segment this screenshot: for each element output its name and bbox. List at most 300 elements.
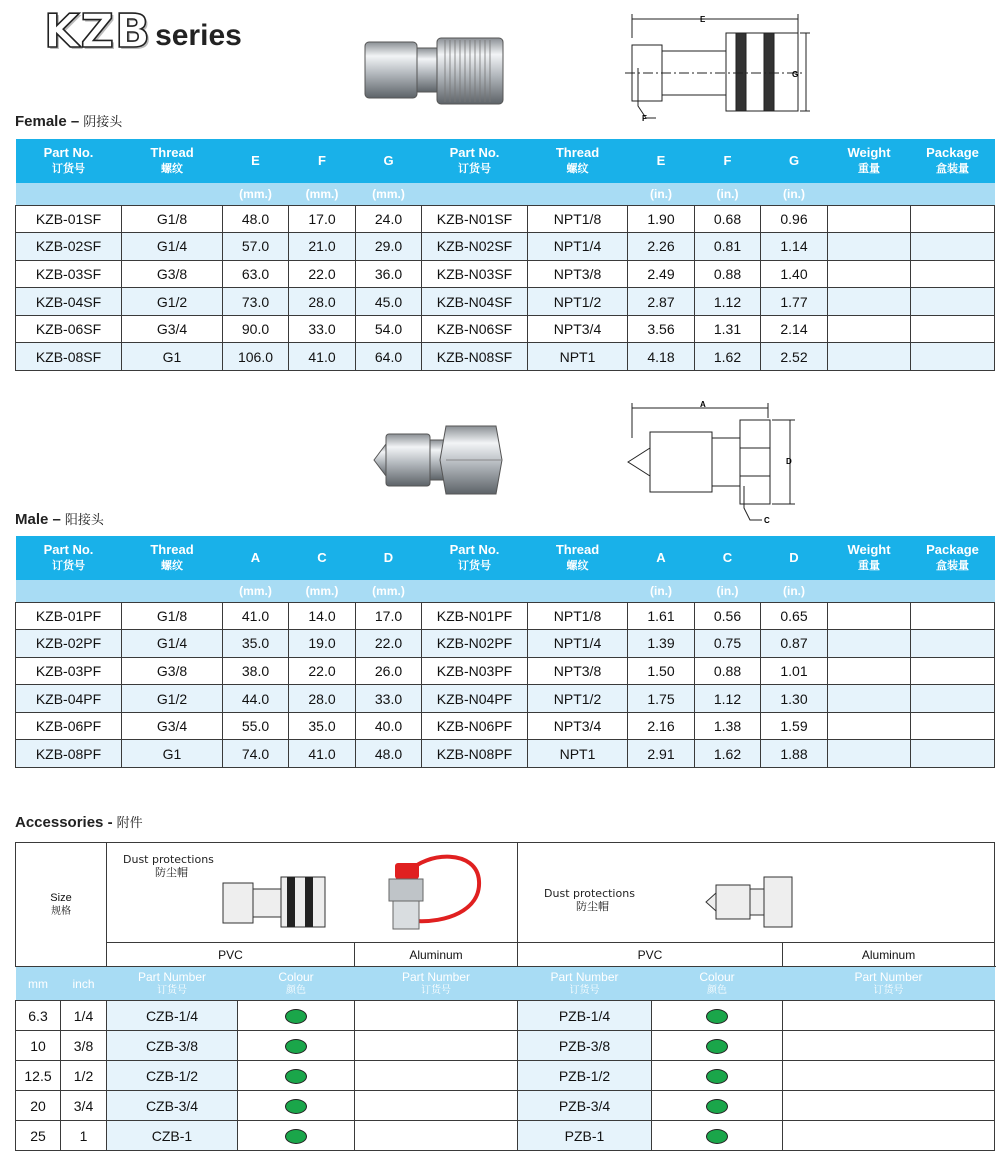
- header-label-cn: 螺纹: [161, 162, 183, 175]
- green-colour-swatch-icon: [706, 1039, 728, 1054]
- female-unit-cell: [828, 183, 911, 205]
- table-cell: [783, 1001, 995, 1031]
- male-unit-cell: [828, 580, 911, 602]
- table-cell: NPT3/4: [528, 315, 628, 343]
- red-cap-pvc-image: [367, 851, 487, 939]
- header-label: Weight: [847, 542, 891, 557]
- green-colour-swatch-icon: [285, 1009, 307, 1024]
- header-label-cn: 螺纹: [161, 559, 183, 572]
- table-row: [16, 685, 995, 713]
- table-cell: CZB-1/4: [107, 1001, 238, 1031]
- table-cell: PZB-1: [518, 1121, 652, 1151]
- table-cell: KZB-03SF: [16, 260, 122, 288]
- table-cell: 29.0: [356, 233, 422, 261]
- table-cell: 28.0: [289, 685, 356, 713]
- male-unit-cell: [122, 580, 223, 602]
- header-label: F: [723, 153, 732, 168]
- table-cell: 1/2: [61, 1061, 107, 1091]
- header-label: C: [317, 550, 327, 565]
- table-row: [16, 657, 995, 685]
- male-dimension-diagram: [620, 398, 805, 528]
- accessories-table: [15, 842, 995, 1151]
- green-colour-swatch-icon: [706, 1069, 728, 1084]
- header-label: inch: [72, 976, 95, 991]
- table-cell: 22.0: [289, 657, 356, 685]
- table-cell: G1/2: [122, 288, 223, 316]
- table-cell: 6.3: [16, 1001, 61, 1031]
- table-cell: [783, 1061, 995, 1091]
- female-unit-cell: (mm.): [223, 183, 289, 205]
- table-cell: 2.52: [761, 343, 828, 371]
- male-header-cell: [528, 536, 628, 580]
- right-dust-protection-title: Dust protections 防尘帽: [544, 887, 635, 913]
- header-label: A: [250, 550, 261, 565]
- table-cell: 45.0: [356, 288, 422, 316]
- table-row: [16, 343, 995, 371]
- female-coupler-pvc-image: [219, 873, 331, 931]
- table-cell: [355, 1091, 518, 1121]
- header-label-cn: 重量: [858, 162, 880, 175]
- header-label-cn: 订货号: [458, 162, 491, 175]
- accessories-header-cell: [518, 967, 652, 1001]
- material-aluminum-right: Aluminum: [783, 943, 995, 967]
- material-pvc-right: PVC: [518, 943, 783, 967]
- table-cell: [828, 657, 911, 685]
- table-cell: 1.31: [695, 315, 761, 343]
- female-unit-cell: [911, 183, 995, 205]
- table-cell: 22.0: [356, 630, 422, 658]
- table-cell: [911, 343, 995, 371]
- table-cell: [911, 602, 995, 630]
- size-label-cn: 规格: [51, 905, 71, 917]
- table-cell: 35.0: [289, 712, 356, 740]
- table-cell: [828, 343, 911, 371]
- header-label: E: [251, 153, 260, 168]
- table-cell: G1/8: [122, 602, 223, 630]
- header-label: Colour: [278, 969, 314, 984]
- table-cell: 0.75: [695, 630, 761, 658]
- material-pvc-left: PVC: [107, 943, 355, 967]
- table-cell: [911, 657, 995, 685]
- accessories-header-cell: [61, 967, 107, 1001]
- table-cell: KZB-08SF: [16, 343, 122, 371]
- green-colour-swatch-icon: [706, 1009, 728, 1024]
- header-label: F: [318, 153, 326, 168]
- header-label-cn: 订货号: [157, 984, 187, 996]
- table-cell: 1.90: [628, 205, 695, 233]
- header-label-cn: 重量: [858, 559, 880, 572]
- table-cell: NPT1/8: [528, 205, 628, 233]
- table-cell: CZB-1/2: [107, 1061, 238, 1091]
- header-label: Part No.: [449, 145, 500, 160]
- colour-cell: [652, 1001, 783, 1031]
- left-dust-protection-cell: [107, 843, 518, 943]
- table-cell: [911, 685, 995, 713]
- table-cell: KZB-N04PF: [422, 685, 528, 713]
- table-cell: KZB-N08PF: [422, 740, 528, 768]
- header-label: Colour: [699, 969, 735, 984]
- table-cell: 2.91: [628, 740, 695, 768]
- header-label-cn: 盒装量: [936, 559, 969, 572]
- table-row: [16, 205, 995, 233]
- table-cell: [783, 1121, 995, 1151]
- table-cell: PZB-1/2: [518, 1061, 652, 1091]
- male-header-cell: [695, 536, 761, 580]
- table-cell: PZB-3/8: [518, 1031, 652, 1061]
- table-cell: KZB-02PF: [16, 630, 122, 658]
- female-header-cell: [223, 139, 289, 183]
- table-cell: 1.12: [695, 685, 761, 713]
- dim-label-g: G: [792, 70, 799, 79]
- male-header-cell: [828, 536, 911, 580]
- table-cell: 2.49: [628, 260, 695, 288]
- accessories-header-cell: [652, 967, 783, 1001]
- size-label: Size: [50, 891, 72, 904]
- male-unit-cell: [16, 580, 122, 602]
- table-row: [16, 740, 995, 768]
- table-row: [16, 602, 995, 630]
- header-label: Package: [926, 542, 979, 557]
- table-cell: 1.38: [695, 712, 761, 740]
- table-cell: [911, 205, 995, 233]
- colour-cell: [652, 1061, 783, 1091]
- male-header-cell: [356, 536, 422, 580]
- male-header-cell: [761, 536, 828, 580]
- male-unit-cell: (mm.): [223, 580, 289, 602]
- female-header-cell: [761, 139, 828, 183]
- table-cell: 0.88: [695, 657, 761, 685]
- male-unit-cell: (in.): [695, 580, 761, 602]
- male-header-cell: [16, 536, 122, 580]
- female-header-cell: [16, 139, 122, 183]
- header-label: Part Number: [854, 969, 923, 984]
- table-cell: KZB-01PF: [16, 602, 122, 630]
- header-label: Part No.: [43, 542, 94, 557]
- table-cell: 64.0: [356, 343, 422, 371]
- table-cell: G3/8: [122, 260, 223, 288]
- header-label-cn: 订货号: [569, 984, 600, 996]
- table-cell: NPT1/8: [528, 602, 628, 630]
- table-cell: 1: [61, 1121, 107, 1151]
- table-cell: KZB-01SF: [16, 205, 122, 233]
- female-spec-table: [15, 139, 995, 371]
- male-spec-table: [15, 536, 995, 768]
- header-label-cn: 订货号: [52, 162, 85, 175]
- male-header-cell: [628, 536, 695, 580]
- female-header-cell: [695, 139, 761, 183]
- table-cell: 2.14: [761, 315, 828, 343]
- table-cell: KZB-N01SF: [422, 205, 528, 233]
- header-label-cn: 螺纹: [566, 162, 589, 175]
- female-label-cn: 阴接头: [83, 115, 123, 130]
- table-cell: G1: [122, 343, 223, 371]
- header-label-cn: 螺纹: [566, 559, 589, 572]
- table-cell: G1/4: [122, 630, 223, 658]
- table-cell: 0.96: [761, 205, 828, 233]
- header-label: mm: [28, 976, 48, 991]
- table-cell: [828, 685, 911, 713]
- header-label: Thread: [555, 145, 600, 160]
- table-cell: 17.0: [289, 205, 356, 233]
- female-header-cell: [911, 139, 995, 183]
- table-cell: 33.0: [289, 315, 356, 343]
- table-cell: [828, 712, 911, 740]
- table-cell: [828, 260, 911, 288]
- colour-cell: [652, 1031, 783, 1061]
- header-label: D: [789, 550, 799, 565]
- table-cell: [355, 1121, 518, 1151]
- table-cell: [783, 1091, 995, 1121]
- female-header-cell: [628, 139, 695, 183]
- table-cell: 44.0: [223, 685, 289, 713]
- table-row: [16, 233, 995, 261]
- table-cell: 14.0: [289, 602, 356, 630]
- table-cell: 1.50: [628, 657, 695, 685]
- table-cell: KZB-N06SF: [422, 315, 528, 343]
- table-cell: 17.0: [356, 602, 422, 630]
- table-cell: KZB-04SF: [16, 288, 122, 316]
- female-header-cell: [289, 139, 356, 183]
- header-label: Weight: [847, 145, 891, 160]
- table-cell: 1/4: [61, 1001, 107, 1031]
- table-cell: PZB-1/4: [518, 1001, 652, 1031]
- female-unit-cell: (in.): [628, 183, 695, 205]
- header-label: C: [722, 550, 733, 565]
- female-unit-cell: (mm.): [289, 183, 356, 205]
- table-cell: 41.0: [223, 602, 289, 630]
- table-cell: G3/4: [122, 712, 223, 740]
- table-cell: 106.0: [223, 343, 289, 371]
- table-cell: [911, 740, 995, 768]
- table-cell: [355, 1031, 518, 1061]
- header-label: D: [383, 550, 394, 565]
- table-cell: NPT1/2: [528, 288, 628, 316]
- table-cell: 3.56: [628, 315, 695, 343]
- table-cell: 1.61: [628, 602, 695, 630]
- table-cell: 4.18: [628, 343, 695, 371]
- colour-cell: [238, 1091, 355, 1121]
- table-cell: KZB-N03SF: [422, 260, 528, 288]
- table-cell: KZB-N02PF: [422, 630, 528, 658]
- right-dust-protection-cell: [518, 843, 995, 943]
- green-colour-swatch-icon: [285, 1039, 307, 1054]
- table-cell: 28.0: [289, 288, 356, 316]
- table-cell: 35.0: [223, 630, 289, 658]
- table-cell: [911, 315, 995, 343]
- table-cell: NPT1: [528, 740, 628, 768]
- table-cell: [355, 1061, 518, 1091]
- female-section-label: [15, 111, 122, 130]
- table-cell: 55.0: [223, 712, 289, 740]
- female-unit-cell: [528, 183, 628, 205]
- table-cell: KZB-N08SF: [422, 343, 528, 371]
- table-cell: 1.59: [761, 712, 828, 740]
- table-cell: [911, 233, 995, 261]
- table-cell: G1: [122, 740, 223, 768]
- table-cell: 3/8: [61, 1031, 107, 1061]
- table-cell: 26.0: [356, 657, 422, 685]
- table-cell: 2.26: [628, 233, 695, 261]
- table-cell: KZB-N02SF: [422, 233, 528, 261]
- table-cell: 22.0: [289, 260, 356, 288]
- table-cell: KZB-N06PF: [422, 712, 528, 740]
- female-coupler-photo: [360, 30, 510, 110]
- table-row: [16, 1001, 995, 1031]
- table-cell: NPT1/4: [528, 233, 628, 261]
- green-colour-swatch-icon: [706, 1129, 728, 1144]
- table-cell: 19.0: [289, 630, 356, 658]
- table-cell: KZB-04PF: [16, 685, 122, 713]
- accessories-section-label: [15, 812, 143, 831]
- table-cell: [828, 205, 911, 233]
- accessories-header-cell: [355, 967, 518, 1001]
- header-label: Part Number: [137, 969, 207, 984]
- header-label-cn: 颜色: [286, 984, 306, 996]
- table-row: [16, 288, 995, 316]
- table-cell: [828, 740, 911, 768]
- page-title: [44, 4, 242, 58]
- table-cell: 36.0: [356, 260, 422, 288]
- male-coupler-pvc-image: [702, 873, 798, 931]
- header-label: Part No.: [449, 542, 500, 557]
- header-label: A: [656, 550, 666, 565]
- male-unit-cell: (in.): [628, 580, 695, 602]
- colour-cell: [238, 1031, 355, 1061]
- table-cell: 3/4: [61, 1091, 107, 1121]
- table-cell: 48.0: [356, 740, 422, 768]
- header-label-cn: 订货号: [873, 984, 904, 996]
- table-cell: [911, 712, 995, 740]
- header-label: Thread: [555, 542, 600, 557]
- accessories-header-cell: [783, 967, 995, 1001]
- male-unit-cell: (mm.): [289, 580, 356, 602]
- table-cell: 1.01: [761, 657, 828, 685]
- dim-label-a: A: [700, 400, 706, 409]
- female-unit-cell: [16, 183, 122, 205]
- table-cell: 1.62: [695, 343, 761, 371]
- header-label: Part Number: [550, 969, 619, 984]
- female-header-cell: [828, 139, 911, 183]
- header-label-cn: 订货号: [458, 559, 491, 572]
- female-unit-cell: (in.): [695, 183, 761, 205]
- table-cell: 57.0: [223, 233, 289, 261]
- colour-cell: [238, 1001, 355, 1031]
- header-label: Thread: [150, 145, 194, 160]
- material-aluminum-left: Aluminum: [355, 943, 518, 967]
- female-label-en: Female –: [15, 113, 80, 130]
- table-cell: 10: [16, 1031, 61, 1061]
- male-header-cell: [289, 536, 356, 580]
- accessories-label-cn: 附件: [116, 816, 143, 831]
- male-coupler-photo: [368, 420, 508, 500]
- female-header-cell: [122, 139, 223, 183]
- table-cell: 0.68: [695, 205, 761, 233]
- female-header-cell: [528, 139, 628, 183]
- table-row: [16, 712, 995, 740]
- table-cell: 0.88: [695, 260, 761, 288]
- male-header-cell: [422, 536, 528, 580]
- table-cell: NPT3/8: [528, 657, 628, 685]
- male-header-cell: [911, 536, 995, 580]
- table-cell: [828, 602, 911, 630]
- table-cell: NPT1/2: [528, 685, 628, 713]
- male-label-cn: 阳接头: [64, 513, 104, 528]
- table-cell: 20: [16, 1091, 61, 1121]
- table-row: [16, 1121, 995, 1151]
- table-cell: KZB-N04SF: [422, 288, 528, 316]
- male-header-cell: [122, 536, 223, 580]
- table-cell: [911, 630, 995, 658]
- header-label: Thread: [150, 542, 194, 557]
- table-row: [16, 260, 995, 288]
- table-cell: [828, 233, 911, 261]
- table-cell: [828, 630, 911, 658]
- header-label: Package: [926, 145, 979, 160]
- table-cell: 54.0: [356, 315, 422, 343]
- table-cell: 40.0: [356, 712, 422, 740]
- female-unit-cell: (mm.): [356, 183, 422, 205]
- table-cell: NPT1: [528, 343, 628, 371]
- male-section-label: [15, 509, 104, 528]
- table-cell: 0.56: [695, 602, 761, 630]
- table-cell: NPT3/8: [528, 260, 628, 288]
- table-cell: PZB-3/4: [518, 1091, 652, 1121]
- table-cell: G1/8: [122, 205, 223, 233]
- dim-label-f: F: [642, 114, 647, 123]
- green-colour-swatch-icon: [285, 1099, 307, 1114]
- table-cell: 1.77: [761, 288, 828, 316]
- table-cell: 1.30: [761, 685, 828, 713]
- female-header-cell: [422, 139, 528, 183]
- table-row: [16, 315, 995, 343]
- table-cell: KZB-08PF: [16, 740, 122, 768]
- male-label-en: Male –: [15, 511, 61, 528]
- table-row: [16, 1061, 995, 1091]
- green-colour-swatch-icon: [285, 1069, 307, 1084]
- dim-label-e: E: [700, 15, 706, 24]
- table-cell: CZB-3/8: [107, 1031, 238, 1061]
- female-unit-cell: [422, 183, 528, 205]
- table-cell: 41.0: [289, 740, 356, 768]
- female-header-cell: [356, 139, 422, 183]
- male-unit-cell: [528, 580, 628, 602]
- female-unit-cell: [122, 183, 223, 205]
- size-header-cell: [16, 843, 107, 967]
- table-cell: [911, 260, 995, 288]
- table-cell: [911, 288, 995, 316]
- table-cell: 0.65: [761, 602, 828, 630]
- table-cell: G3/4: [122, 315, 223, 343]
- table-cell: KZB-06SF: [16, 315, 122, 343]
- header-label-cn: 盒装量: [936, 162, 969, 175]
- left-dust-protection-title: Dust protections 防尘帽: [123, 853, 214, 879]
- table-cell: NPT1/4: [528, 630, 628, 658]
- table-cell: 21.0: [289, 233, 356, 261]
- male-unit-cell: (in.): [761, 580, 828, 602]
- female-dimension-diagram: [620, 8, 810, 126]
- table-cell: 0.87: [761, 630, 828, 658]
- table-cell: CZB-1: [107, 1121, 238, 1151]
- table-cell: KZB-02SF: [16, 233, 122, 261]
- colour-cell: [238, 1061, 355, 1091]
- accessories-header-cell: [107, 967, 238, 1001]
- male-unit-cell: (mm.): [356, 580, 422, 602]
- male-header-cell: [223, 536, 289, 580]
- header-label: Part No.: [43, 145, 94, 160]
- green-colour-swatch-icon: [285, 1129, 307, 1144]
- table-cell: 1.40: [761, 260, 828, 288]
- table-cell: G1/4: [122, 233, 223, 261]
